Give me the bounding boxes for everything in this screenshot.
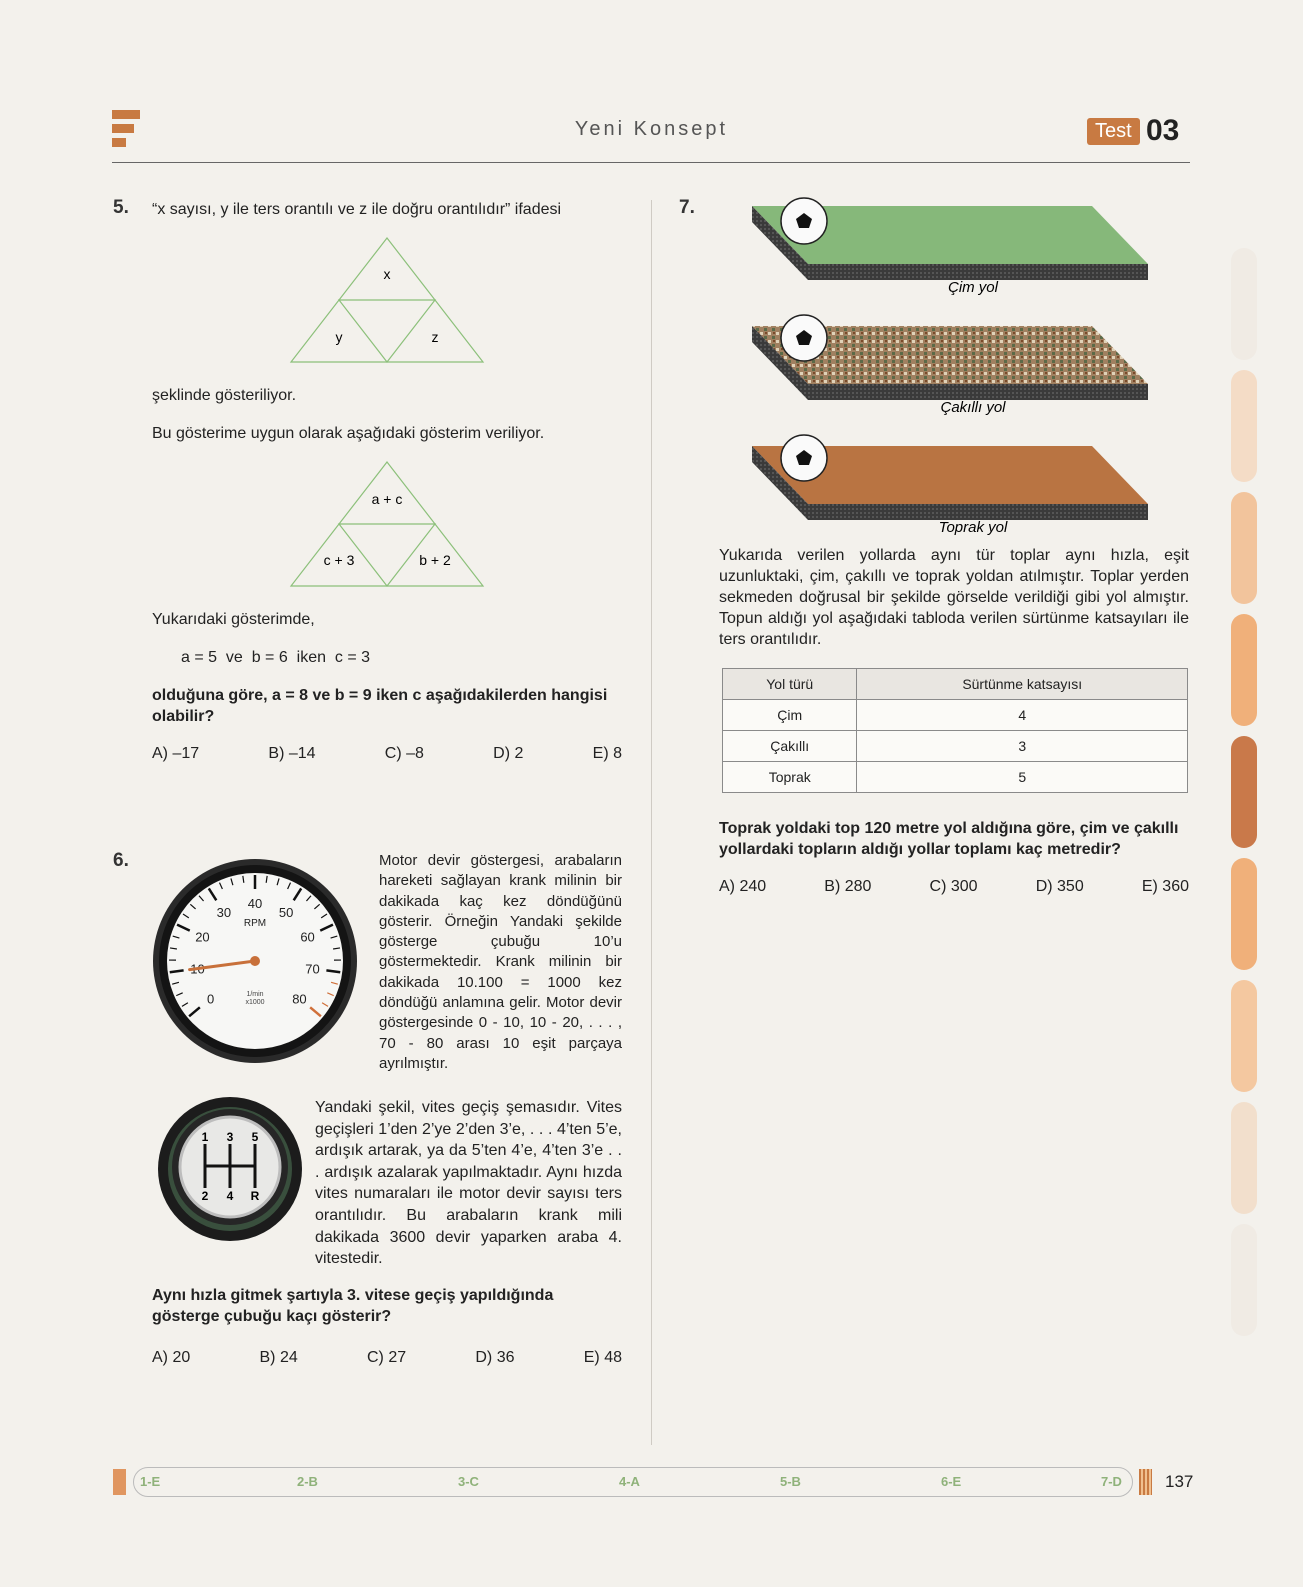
grass-road-caption: Çim yol (947, 279, 999, 296)
q5-option-a[interactable]: A) –17 (152, 745, 200, 762)
answer-key-item: 1-E (140, 1474, 161, 1489)
question-6-question: Aynı hızla gitmek şartıyla 3. vitese geçiş yapıldığında gösterge çubuğu kaçı gösterir? (152, 1287, 554, 1325)
answer-key-item: 2-B (297, 1474, 318, 1489)
tri2-right-label: b + 2 (419, 552, 451, 568)
grass-road (752, 198, 1148, 296)
unit-bottom-label: x1000 (245, 999, 265, 1006)
footer-right-marker (1139, 1469, 1152, 1495)
q7-option-a[interactable]: A) 240 (719, 878, 767, 895)
question-5-shown: şeklinde gösteriliyor. (152, 387, 297, 404)
dirt-road (752, 435, 1148, 536)
q7-option-b[interactable]: B) 280 (824, 878, 872, 895)
q7-option-d[interactable]: D) 350 (1035, 878, 1084, 895)
tri1-left-label: y (335, 329, 343, 345)
question-5-above: Yukarıdaki gösterimde, (152, 611, 315, 628)
table-cell: Çim (723, 700, 857, 731)
header-divider (112, 162, 1190, 163)
column-divider (651, 200, 652, 1445)
gauge-tick-label: 30 (216, 905, 232, 921)
gear-3-label: 3 (226, 1130, 234, 1144)
triangle-diagram-1 (287, 236, 487, 366)
question-5-values: a = 5 ve b = 6 iken c = 3 (181, 649, 371, 666)
tri1-right-label: z (431, 329, 439, 345)
section-tab (1231, 614, 1257, 726)
question-7-number: 7. (679, 197, 695, 218)
gear-r-label: R (250, 1189, 260, 1203)
gauge-tick-label: 20 (195, 929, 210, 945)
q6-option-d[interactable]: D) 36 (475, 1349, 515, 1366)
section-tab (1231, 858, 1257, 970)
page-title: Yeni Konsept (574, 118, 729, 140)
question-5-question: olduğuna göre, a = 8 ve b = 9 iken c aşağıdakilerden hangisi olabilir? (152, 687, 608, 725)
question-5-options (152, 745, 622, 763)
question-6-options (152, 1349, 622, 1367)
question-7-options (719, 878, 1189, 896)
gravel-road (752, 315, 1148, 416)
rpm-gauge (152, 858, 358, 1064)
q6-option-a[interactable]: A) 20 (152, 1349, 191, 1366)
friction-table (722, 668, 1188, 793)
gear-1-label: 1 (201, 1130, 209, 1144)
section-tab (1231, 370, 1257, 482)
section-tab (1231, 736, 1257, 848)
gear-4-label: 4 (226, 1189, 234, 1203)
q6-option-e[interactable]: E) 48 (583, 1349, 622, 1366)
question-5-intro: “x sayısı, y ile ters orantılı ve z ile doğru orantılıdır” ifadesi (152, 201, 562, 218)
q7-option-e[interactable]: E) 360 (1141, 878, 1189, 895)
table-row (723, 731, 1188, 762)
answer-key-item: 3-C (458, 1474, 479, 1489)
gear-5-label: 5 (251, 1130, 259, 1144)
q6-option-b[interactable]: B) 24 (259, 1349, 298, 1366)
answer-key-item: 4-A (619, 1474, 640, 1489)
table-cell: Toprak (723, 762, 857, 793)
q6-option-c[interactable]: C) 27 (367, 1349, 407, 1366)
section-tab (1231, 248, 1257, 360)
q5-option-d[interactable]: D) 2 (493, 745, 524, 762)
q5-option-b[interactable]: B) –14 (268, 745, 316, 762)
page-number: 137 (1165, 1472, 1194, 1491)
question-6-para2: Yandaki şekil, vites geçiş şemasıdır. Vites geçişleri 1’den 2’ye 2’den 3’e, . . . 4’ten 5’e, ardışık artarak, ya da 5’ten 4’e, 4’ten 3’e . . . ardışık azalarak yapılmaktadır. Aynı hızda vites numaraları ile motor devir sayısı ters orantılıdır. Bu arabaların krank mili dakikada 3600 devir yaparken araba 4. vitestedir. (315, 1099, 622, 1268)
answer-key-item: 7-D (1101, 1474, 1122, 1489)
table-cell: 3 (857, 731, 1188, 762)
question-5-given: Bu gösterime uygun olarak aşağıdaki gösterim veriliyor. (152, 425, 545, 442)
q7-option-c[interactable]: C) 300 (929, 878, 978, 895)
section-tab (1231, 492, 1257, 604)
gauge-tick-label: 60 (300, 929, 315, 945)
triangle-diagram-2 (287, 460, 487, 590)
dirt-road-caption: Toprak yol (938, 519, 1008, 536)
tri2-top-label: a + c (371, 491, 403, 507)
gear-shift-knob (157, 1096, 303, 1242)
gauge-tick-label: 40 (247, 896, 263, 911)
question-5-number: 5. (113, 197, 129, 218)
question-6-para1: Motor devir göstergesi, arabaların hareketi sağlayan krank milinin bir dakikada kaç kez döndüğünü gösterir. Örneğin Yandaki şekilde gösterge çubuğu 10’u göstermektedir. Krank milinin bir dakikada 10.100 = 1000 kez döndüğü anlamına gelir. Motor devir göstergesinde 0 - 10, 10 - 20, . . . , 70 - 80 arası 10 eşit parçaya ayrılmıştır. (379, 852, 622, 1072)
table-row (723, 700, 1188, 731)
gauge-tick-label: 70 (305, 961, 320, 977)
question-7-question: Toprak yoldaki top 120 metre yol aldığına göre, çim ve çakıllı yollardaki topların aldığı yollar toplamı kaç metredir? (719, 820, 1179, 858)
tri1-top-label: x (383, 266, 391, 282)
gauge-tick-label: 0 (206, 991, 215, 1007)
gear-2-label: 2 (201, 1189, 209, 1203)
footer-left-marker (113, 1469, 126, 1495)
tri2-left-label: c + 3 (323, 552, 355, 568)
question-6-number: 6. (113, 850, 129, 871)
question-7-para: Yukarıda verilen yollarda aynı tür toplar aynı hızla, eşit uzunluktaki, çim, çakıllı ve toprak yoldan atılmıştır. Toplar yerden sekmeden doğrusal bir şekilde görselde verildiği gibi yol almıştır. Topun aldığı yol aşağıdaki tabloda verilen sürtünme katsayıları ile ters orantılıdır. (719, 547, 1189, 648)
table-cell: 4 (857, 700, 1188, 731)
q5-option-c[interactable]: C) –8 (384, 745, 424, 762)
answer-key-item: 6-E (941, 1474, 962, 1489)
table-row (723, 762, 1188, 793)
unit-top-label: 1/min (246, 991, 264, 998)
gauge-tick-label: 50 (278, 905, 294, 921)
rpm-label: RPM (243, 918, 267, 929)
section-tab (1231, 980, 1257, 1092)
gauge-tick-label: 80 (292, 991, 307, 1007)
table-header-road-type: Yol türü (723, 669, 857, 700)
section-tab (1231, 1224, 1257, 1336)
section-tab (1231, 1102, 1257, 1214)
test-number: 03 (1146, 114, 1180, 147)
test-label: Test (1087, 118, 1140, 145)
roads-illustration (752, 196, 1162, 536)
q5-option-e[interactable]: E) 8 (592, 745, 622, 762)
answer-key-item: 5-B (780, 1474, 801, 1489)
table-cell: Çakıllı (723, 731, 857, 762)
table-cell: 5 (857, 762, 1188, 793)
gravel-road-caption: Çakıllı yol (940, 399, 1006, 416)
table-header-friction: Sürtünme katsayısı (857, 669, 1188, 700)
